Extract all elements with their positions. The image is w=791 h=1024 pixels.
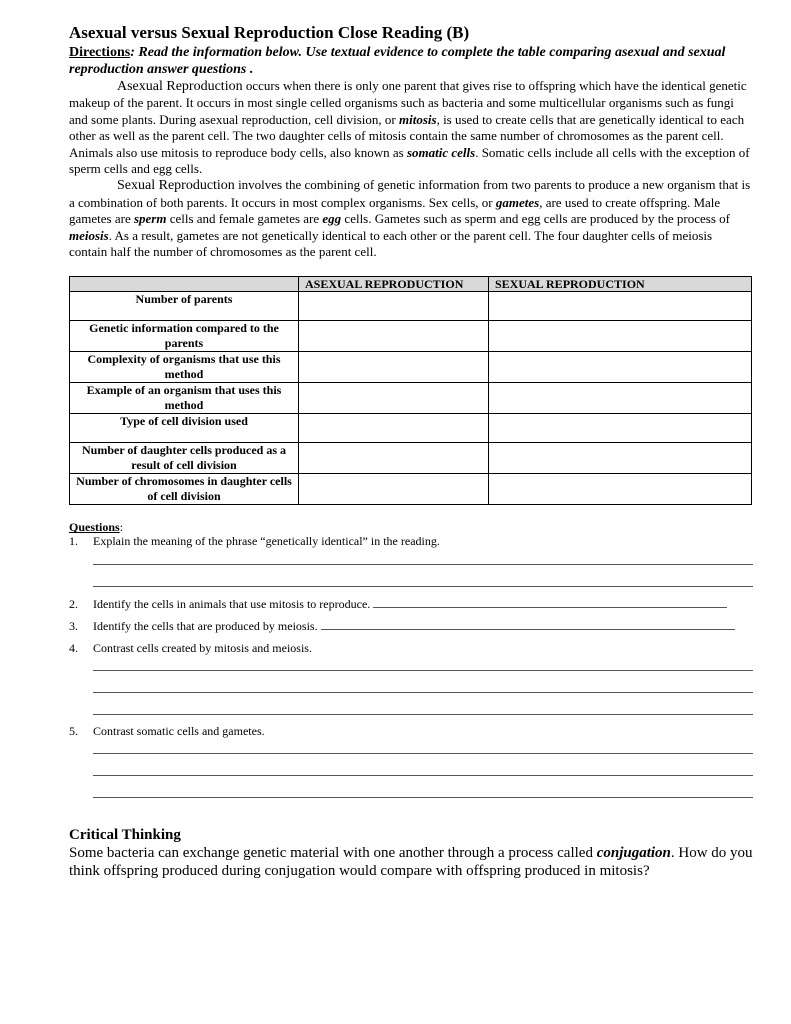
answer-line[interactable] — [93, 586, 753, 587]
term-egg: egg — [322, 211, 342, 227]
cell-asexual-complexity[interactable] — [299, 352, 489, 383]
cell-asexual-chromosomes[interactable] — [299, 474, 489, 505]
directions-label: Directions — [69, 45, 131, 60]
cell-sexual-complexity[interactable] — [489, 352, 752, 383]
sexual-text-1: involves the combining of genetic information from two parents to produce a new organism that is a combination of both parents. It occurs in most complex organisms. Sex cells, or — [69, 177, 751, 210]
question-4 — [69, 641, 753, 655]
term-conjugation: conjugation — [596, 845, 671, 862]
cell-sexual-division[interactable] — [489, 414, 752, 443]
table-header-blank — [70, 277, 299, 292]
sexual-text-5: . As a result, gametes are not genetically identical to each other or the parent cell. The four daughter cells of meiosis contain half the number of chromosomes as the parent cell. — [69, 227, 713, 260]
questions-title: Questions — [69, 520, 120, 535]
table-row — [70, 321, 752, 352]
term-meiosis: meiosis — [69, 227, 109, 243]
question-number: 4. — [69, 641, 78, 656]
critical-thinking-text — [69, 844, 753, 880]
sexual-lead: Sexual Reproduction — [117, 178, 235, 194]
row-label-daughter-cells: Number of daughter cells produced as a result of cell division — [70, 443, 299, 474]
table-header-asexual: ASEXUAL REPRODUCTION — [299, 277, 489, 292]
sexual-text-4: cells. Gametes such as sperm and egg cells are produced by the process of — [341, 211, 730, 227]
asexual-paragraph — [69, 78, 753, 177]
row-label-genetic-information: Genetic information compared to the parents — [70, 321, 299, 352]
question-text: Contrast somatic cells and gametes. — [93, 724, 265, 739]
question-number: 3. — [69, 619, 78, 634]
cell-asexual-division[interactable] — [299, 414, 489, 443]
question-text: Identify the cells in animals that use mitosis to reproduce. — [93, 597, 371, 612]
row-label-complexity: Complexity of organisms that use this method — [70, 352, 299, 383]
answer-line[interactable] — [93, 692, 753, 693]
cell-asexual-daughter[interactable] — [299, 443, 489, 474]
comparison-table — [69, 276, 752, 505]
table-row — [70, 474, 752, 505]
asexual-text-1: occurs when there is only one parent that gives rise to offspring which have the identical genetic makeup of the parent. It occurs in most single celled organisms such as bacteria and some multicellular organisms such as fungi and some plants. During asexual reproduction, cell division, or — [69, 78, 747, 127]
page-title: Asexual versus Sexual Reproduction Close Reading (B) — [69, 23, 470, 42]
answer-line[interactable] — [373, 597, 727, 608]
question-text: Explain the meaning of the phrase “genetically identical” in the reading. — [93, 534, 440, 549]
question-text: Contrast cells created by mitosis and meiosis. — [93, 641, 312, 656]
cell-asexual-example[interactable] — [299, 383, 489, 414]
cell-sexual-daughter[interactable] — [489, 443, 752, 474]
table-header-row — [70, 277, 752, 292]
directions-text: : Read the information below. Use textual evidence to complete the table comparing asexual and sexual reproduction answer questions . — [69, 45, 726, 77]
row-label-number-of-parents: Number of parents — [70, 292, 299, 321]
answer-line[interactable] — [93, 775, 753, 776]
question-3 — [69, 619, 753, 633]
term-sperm: sperm — [133, 211, 167, 227]
sexual-paragraph — [69, 177, 753, 260]
table-row — [70, 414, 752, 443]
critical-thinking-text-1: Some bacteria can exchange genetic material with one another through a process called — [69, 845, 597, 862]
asexual-lead: Asexual Reproduction — [117, 79, 243, 94]
cell-sexual-genetic[interactable] — [489, 321, 752, 352]
answer-line[interactable] — [93, 564, 753, 565]
question-2 — [69, 597, 753, 611]
table-header-sexual: SEXUAL REPRODUCTION — [489, 277, 752, 292]
asexual-text-2: , is used to create cells that are genetically identical to each other as well as the parent cell. The two daughter cells of mitosis contain the same number of chromosomes as the parent cell. Animals also use mitosis to reproduce body cells, also known as — [69, 111, 745, 160]
question-1 — [69, 534, 753, 548]
questions-heading — [69, 520, 753, 534]
row-label-example-organism: Example of an organism that uses this method — [70, 383, 299, 414]
term-somatic-cells: somatic cells — [406, 144, 476, 160]
critical-thinking-section — [69, 826, 753, 880]
answer-line[interactable] — [93, 714, 753, 715]
table-row — [70, 292, 752, 321]
cell-sexual-chromosomes[interactable] — [489, 474, 752, 505]
cell-sexual-example[interactable] — [489, 383, 752, 414]
answer-line[interactable] — [321, 619, 735, 630]
cell-asexual-genetic[interactable] — [299, 321, 489, 352]
sexual-text-2: , are used to create offspring. Male gametes are — [69, 194, 721, 227]
worksheet-page — [69, 22, 753, 880]
table-row — [70, 443, 752, 474]
question-number: 1. — [69, 534, 78, 549]
question-text: Identify the cells that are produced by meiosis. — [93, 619, 318, 634]
answer-line[interactable] — [93, 753, 753, 754]
critical-thinking-text-2: . How do you think offspring produced during conjugation would compare with offspring produced in mitosis? — [69, 845, 753, 880]
cell-asexual-parents[interactable] — [299, 292, 489, 321]
table-row — [70, 383, 752, 414]
critical-thinking-title: Critical Thinking — [69, 827, 181, 844]
term-mitosis: mitosis — [398, 111, 437, 127]
answer-line[interactable] — [93, 797, 753, 798]
asexual-text-3: . Somatic cells include all cells with the exception of sperm cells and egg cells. — [69, 144, 750, 177]
answer-line[interactable] — [93, 670, 753, 671]
row-label-chromosomes: Number of chromosomes in daughter cells of cell division — [70, 474, 299, 505]
question-number: 5. — [69, 724, 78, 739]
questions-title-suffix: : — [119, 520, 124, 535]
row-label-cell-division: Type of cell division used — [70, 414, 299, 443]
cell-sexual-parents[interactable] — [489, 292, 752, 321]
question-5 — [69, 724, 753, 738]
question-number: 2. — [69, 597, 78, 612]
term-gametes: gametes — [495, 194, 540, 210]
table-row — [70, 352, 752, 383]
directions — [69, 44, 753, 78]
sexual-text-3: cells and female gametes are — [166, 211, 323, 227]
